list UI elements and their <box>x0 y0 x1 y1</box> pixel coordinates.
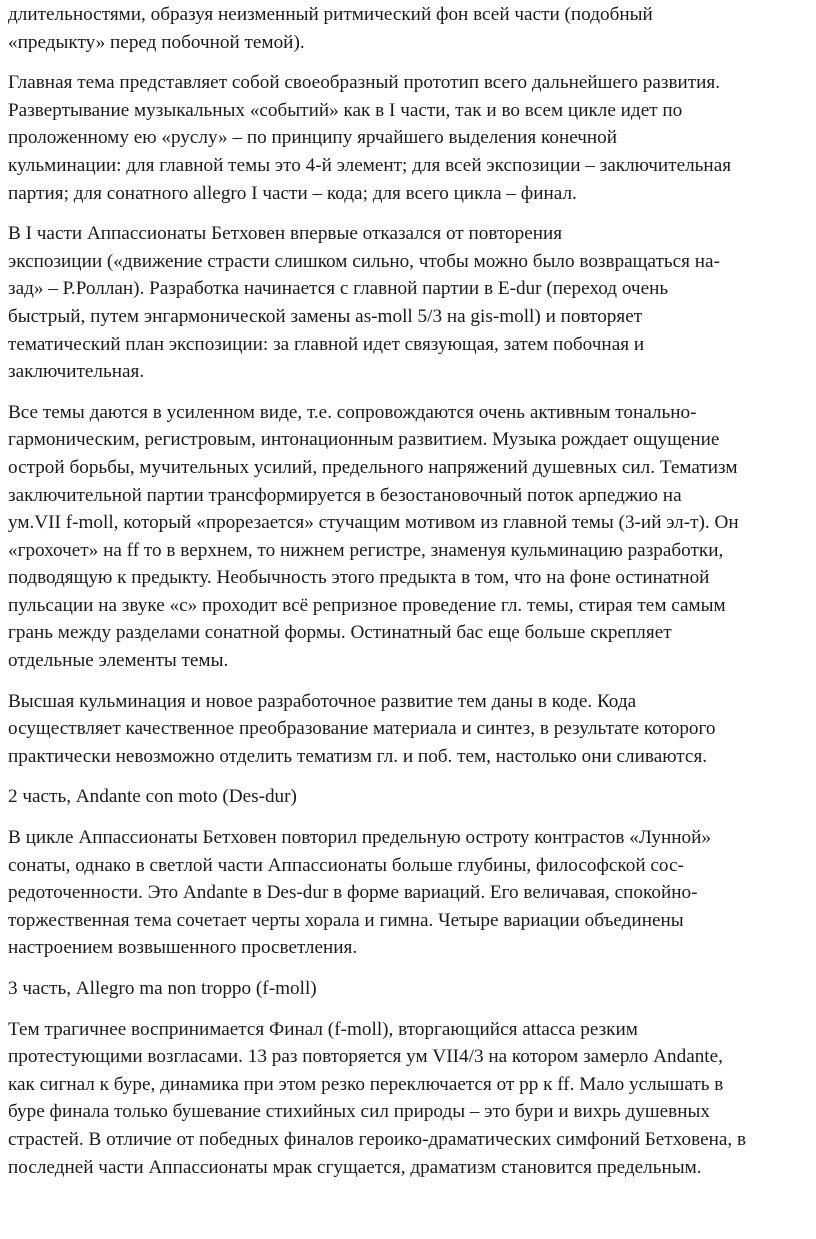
paragraph <box>8 1016 812 1182</box>
text-line: экспозиции («движение страсти слишком сильно, чтобы можно было возвращаться на- <box>8 250 720 272</box>
text-line: осуществляет качественное преобразование материала и синтез, в результате которого <box>8 718 716 740</box>
text-line: протестующими возгласами. 13 раз повторяется ум VII4/3 на котором замерло Andante, <box>8 1046 723 1068</box>
text-line: пульсации на звуке «с» проходит всё репризное проведение гл. темы, стирая тем самым <box>8 594 726 616</box>
text-line: Развертывание музыкальных «событий» как в I части, так и во всем цикле идет по <box>8 99 683 121</box>
paragraph <box>8 824 812 962</box>
text-line: 3 часть, Allegro ma non troppo (f-moll) <box>8 978 317 999</box>
text-line: отдельные элементы темы. <box>8 650 229 672</box>
text-line: как сигнал к буре, динамика при этом резко переключается от pp к ff. Мало услышать в <box>8 1073 724 1095</box>
text-line: кульминации: для главной темы это 4-й элемент; для всей экспозиции – заключительная <box>8 154 732 176</box>
text-line: зад» – Р.Роллан). Разработка начинается с главной партии в E-dur (переход очень <box>8 278 669 300</box>
paragraph <box>8 1 812 56</box>
text-line: быстрый, путем энгармонической замены as-moll 5/3 на gis-moll) и повторяет <box>8 305 643 327</box>
text-line: «предыкту» перед побочной темой). <box>8 31 305 53</box>
text-line: Главная тема представляет собой своеобразный прототип всего дальнейшего развития. <box>8 72 721 94</box>
text-line: Все темы даются в усиленном виде, т.е. сопровождаются очень активным тонально- <box>8 401 697 423</box>
text-line: подводящую к предыкту. Необычность этого предыкта в том, что на фоне остинатной <box>8 567 710 589</box>
text-line: практически невозможно отделить тематизм гл. и поб. тем, настолько они сливаются. <box>8 745 708 767</box>
text-line: проложенному ею «руслу» – по принципу ярчайшего выделения конечной <box>8 127 618 149</box>
text-line: В цикле Аппассионаты Бетховен повторил предельную остроту контрастов «Лунной» <box>8 827 711 849</box>
text-line: заключительной партии трансформируется в безостановочный поток арпеджио на <box>8 484 682 506</box>
text-line: партия; для сонатного allegro I части – кода; для всего цикла – финал. <box>8 182 577 204</box>
text-line: буре финала только бушевание стихийных сил природы – это бури и вихрь душевных <box>8 1101 710 1123</box>
paragraph <box>8 688 812 771</box>
text-line: гармоническим, регистровым, интонационным развитием. Музыка рождает ощущение <box>8 429 720 451</box>
text-line: грань между разделами сонатной формы. Остинатный бас еще больше скрепляет <box>8 622 672 644</box>
paragraph <box>8 975 812 1003</box>
text-line: Тем трагичнее воспринимается Финал (f-moll), вторгающийся attacca резким <box>8 1018 638 1040</box>
text-line: Высшая кульминация и новое разработочное развитие тем даны в коде. Кода <box>8 690 637 712</box>
text-line: редоточенности. Это Andante в Des-dur в форме вариаций. Его величавая, спокойно- <box>8 882 698 904</box>
document-body <box>8 1 812 1181</box>
text-line: «грохочет» на ff то в верхнем, то нижнем регистре, знаменуя кульминацию разработки, <box>8 539 724 561</box>
text-line: В I части Аппассионаты Бетховен впервые отказался от повторения <box>8 223 563 245</box>
text-line: торжественная тема сочетает черты хорала и гимна. Четыре вариации объединены <box>8 909 684 931</box>
paragraph <box>8 399 812 675</box>
text-line: настроением возвышенного просветления. <box>8 937 358 959</box>
text-line: страстей. В отличие от победных финалов героико-драматических симфоний Бетховена, в <box>8 1128 747 1150</box>
text-line: острой борьбы, мучительных усилий, предельного напряжений душевных сил. Тематизм <box>8 456 738 478</box>
text-line: 2 часть, Andante con moto (Des-dur) <box>8 786 297 808</box>
paragraph <box>8 69 812 207</box>
text-line: тематический план экспозиции: за главной идет связующая, затем побочная и <box>8 333 645 355</box>
paragraph <box>8 220 812 386</box>
text-line: длительностями, образуя неизменный ритмический фон всей части (подобный <box>8 4 653 25</box>
text-line: ум.VII f-moll, который «прорезается» стучащим мотивом из главной темы (3-ий эл-т). Он <box>8 512 739 534</box>
text-line: сонаты, однако в светлой части Аппассионаты больше глубины, философской сос- <box>8 854 684 876</box>
text-line: последней части Аппассионаты мрак сгущается, драматизм становится предельным. <box>8 1156 702 1178</box>
text-line: заключительная. <box>8 361 145 383</box>
paragraph <box>8 783 812 811</box>
